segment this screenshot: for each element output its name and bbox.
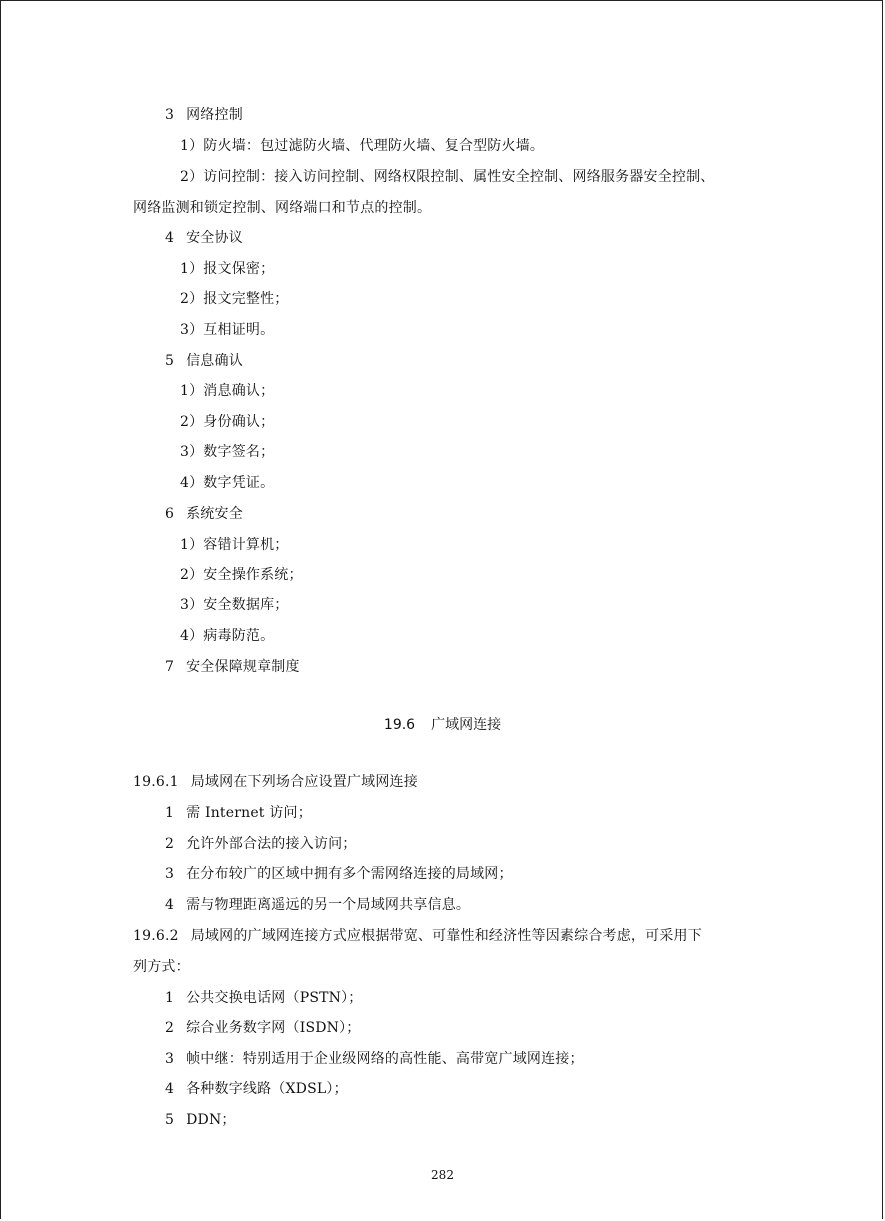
list-item: 5 DDN； bbox=[165, 1112, 236, 1128]
section-heading: 19.6 广域网连接 bbox=[383, 717, 502, 733]
list-item: 7 安全保障规章制度 bbox=[165, 659, 300, 675]
list-item: 4）数字凭证。 bbox=[180, 475, 275, 491]
page-number: 282 bbox=[431, 1168, 454, 1182]
list-item: 4 需与物理距离遥远的另一个局域网共享信息。 bbox=[165, 897, 471, 913]
list-item-continued: 网络监测和锁定控制、网络端口和节点的控制。 bbox=[133, 200, 432, 216]
clause-heading: 19.6.2 局域网的广域网连接方式应根据带宽、可靠性和经济性等因素综合考虑，可采用下 bbox=[133, 928, 702, 944]
list-item: 4 各种数字线路（XDSL）； bbox=[165, 1081, 348, 1097]
list-item: 2）安全操作系统； bbox=[180, 567, 303, 583]
list-item: 3 网络控制 bbox=[165, 107, 243, 123]
list-item: 3 帧中继：特别适用于企业级网络的高性能、高带宽广域网连接； bbox=[165, 1051, 584, 1067]
list-item: 5 信息确认 bbox=[165, 353, 243, 369]
list-item: 3）数字签名； bbox=[180, 444, 275, 460]
list-item: 2）身份确认； bbox=[180, 414, 275, 430]
list-item: 3）安全数据库； bbox=[180, 597, 289, 613]
list-item: 3）互相证明。 bbox=[180, 322, 275, 338]
list-item: 1）消息确认； bbox=[180, 383, 275, 399]
list-item: 2 综合业务数字网（ISDN）； bbox=[165, 1020, 361, 1036]
list-item: 2 允许外部合法的接入访问； bbox=[165, 836, 357, 852]
list-item: 1）报文保密； bbox=[180, 261, 275, 277]
list-item: 4）病毒防范。 bbox=[180, 628, 275, 644]
list-item: 6 系统安全 bbox=[165, 506, 243, 522]
list-item: 1）防火墙：包过滤防火墙、代理防火墙、复合型防火墙。 bbox=[180, 138, 545, 154]
clause-heading: 19.6.1 局域网在下列场合应设置广域网连接 bbox=[133, 774, 418, 790]
list-item: 4 安全协议 bbox=[165, 230, 243, 246]
clause-continued: 列方式： bbox=[133, 959, 190, 975]
list-item: 1）容错计算机； bbox=[180, 537, 289, 553]
list-item: 3 在分布较广的区域中拥有多个需网络连接的局域网； bbox=[165, 866, 513, 882]
list-item: 1 公共交换电话网（PSTN）； bbox=[165, 990, 363, 1006]
list-item: 2）访问控制：接入访问控制、网络权限控制、属性安全控制、网络服务器安全控制、 bbox=[180, 169, 715, 185]
list-item: 2）报文完整性； bbox=[180, 291, 289, 307]
list-item: 1 需 Internet 访问； bbox=[165, 805, 312, 821]
